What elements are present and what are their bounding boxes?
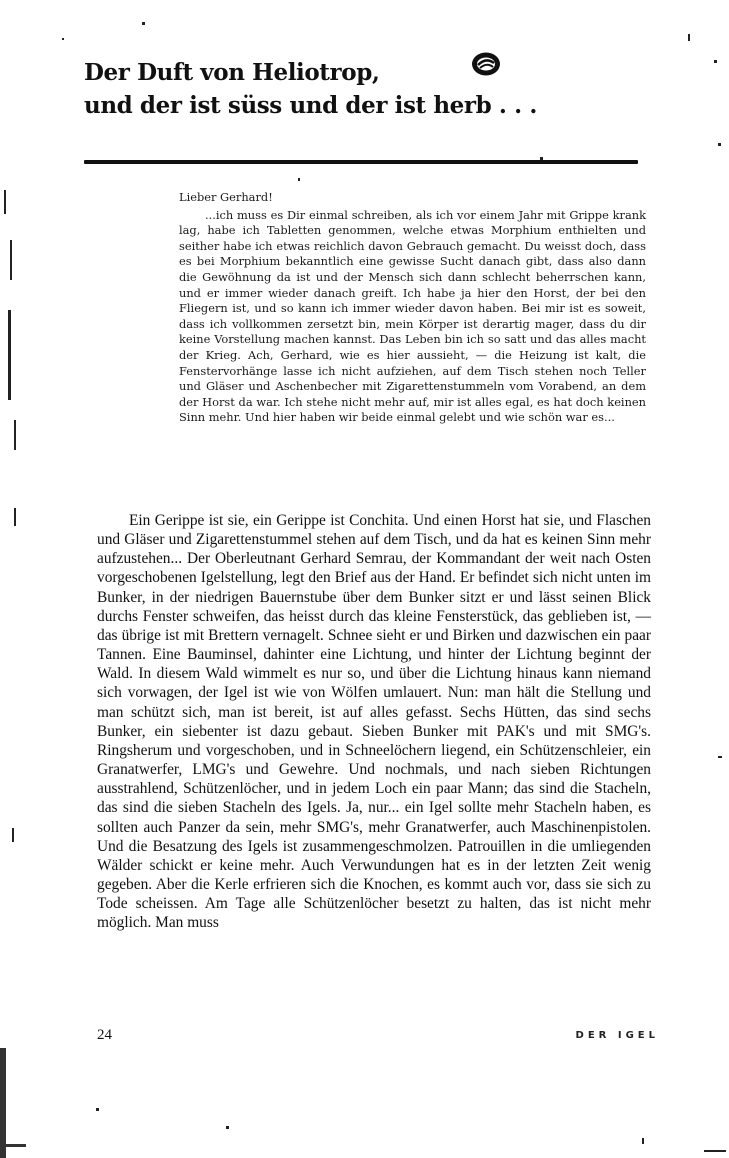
scan-speck xyxy=(642,1138,644,1144)
scan-speck xyxy=(8,310,11,400)
scan-speck xyxy=(96,1108,99,1111)
main-paragraph: Ein Gerippe ist sie, ein Gerippe ist Conchita. Und einen Horst hat sie, und Flaschen und Gläser und Zigarettenstummel stehen auf dem Tisch, und da hat es keinen Sinn mehr aufzustehen... Der Oberleutnant Gerhard Semrau, der Kommandant der weit nach Osten vorgeschobenen Igelstellung, legt den Brief aus der Hand. Er befindet sich nicht unten im Bunker, in der niedrigen Bauernstube über dem Bunker sitzt er und lässt seinen Blick durchs Fenster schweifen, das heisst durch das kleine Fensterstück, das geblieben ist, — das übrige ist mit Brettern vernagelt. Schnee sieht er und Birken und dazwischen ein paar Tannen. Eine Bauminsel, dahinter eine Lichtung, und hinter der Lichtung beginnt der Wald. In diesem Wald wimmelt es nur so, und über die Lichtung hinaus kann niemand sich vorwagen, der Igel ist wie von Wölfen umlauert. Nun: man hält die Stellung und man schützt sich, man ist bereit, ist auf alles gefasst. Sechs Hütten, das sind sechs Bunker, ein siebenter ist dazu gebaut. Sieben Bunker mit PAK's und mit SMG's. Ringsherum und vorgeschoben, und in Schneelöchern liegend, ein Schützenschleier, ein Granatwerfer, LMG's und Gewehre. Und nochmals, und nach sieben Richtungen ausstrahlend, Schützenlöcher, und in jedem Loch ein paar Mann; das sind die Stacheln, das sind die sieben Stacheln des Igels. Ja, nur... ein Igel sollte mehr Stacheln haben, es sollten auch Panzer da sein, mehr SMG's, mehr Granatwerfer, auch Maschinenpistolen. Und die Besatzung des Igels ist zusammengeschmolzen. Patrouillen in die umliegenden Wälder schickt er keine mehr. Auch Verwundungen hat es in der letzten Zeit wenig gegeben. Aber die Kerle erfrieren sich die Knochen, es kommt auch vor, dass sie sich zu Tode scheissen. Am Tage alle Schützenlöcher besetzt zu halten, das ist nicht mehr möglich. Man muss xyxy=(97,512,651,932)
title-line-2: und der ist süss und der ist herb . . . xyxy=(84,92,537,119)
page-number: 24 xyxy=(97,1027,112,1043)
scan-speck xyxy=(718,756,722,758)
scan-speck xyxy=(714,60,717,63)
article-title xyxy=(84,56,604,122)
scan-speck xyxy=(14,420,16,450)
scan-speck xyxy=(4,190,6,214)
scan-speck xyxy=(688,34,690,41)
main-text xyxy=(97,511,651,932)
scan-speck xyxy=(62,38,64,40)
scan-speck xyxy=(226,1126,229,1129)
scan-speck xyxy=(12,828,14,842)
letter-body: ...ich muss es Dir einmal schreiben, als ich vor einem Jahr mit Grippe krank lag, habe ich Tabletten genommen, welche etwas Morphium enthielten und seither habe ich etwas reichlich davon Gebrauch gemacht. Du weisst doch, dass es bei Morphium bekanntlich eine gewisse Sucht danach gibt, dass also dann die Gewöhnung da ist und der Mensch sich dann schlecht beherrschen kann, und er immer wieder danach greift. Ich habe ja hier den Horst, der bei den Fliegern ist, und so kann ich immer wieder davon haben. Bei mir ist es soweit, dass ich vollkommen zersetzt bin, mein Körper ist derartig mager, dass du dir keine Vorstellung machen kannst. Das Leben bin ich so satt und das alles macht der Krieg. Ach, Gerhard, wie es hier aussieht, — die Heizung ist kalt, die Fenstervorhänge lasse ich nicht aufziehen, auf dem Tisch stehen noch Teller und Gläser und Aschenbecher mit Zigarettenstummeln vom Vorabend, an dem der Horst da war. Ich stehe nicht mehr auf, mir ist alles egal, es hat doch keinen Sinn mehr. Und hier haben wir beide einmal gelebt und wie schön war es... xyxy=(179,207,646,425)
scan-edge xyxy=(0,1048,6,1158)
scan-speck xyxy=(540,157,543,160)
emblem-icon xyxy=(470,50,502,78)
scan-speck xyxy=(718,143,721,146)
title-rule xyxy=(84,160,638,164)
scan-speck xyxy=(298,178,300,181)
scan-speck xyxy=(704,1150,726,1152)
scan-edge xyxy=(6,1144,26,1147)
letter-salutation: Lieber Gerhard! xyxy=(179,190,273,204)
scan-speck xyxy=(14,508,16,526)
quoted-letter xyxy=(179,190,646,426)
running-title: DER IGEL xyxy=(575,1030,659,1041)
title-line-1: Der Duft von Heliotrop, xyxy=(84,59,380,86)
scan-speck xyxy=(10,240,12,280)
scan-speck xyxy=(142,22,145,25)
